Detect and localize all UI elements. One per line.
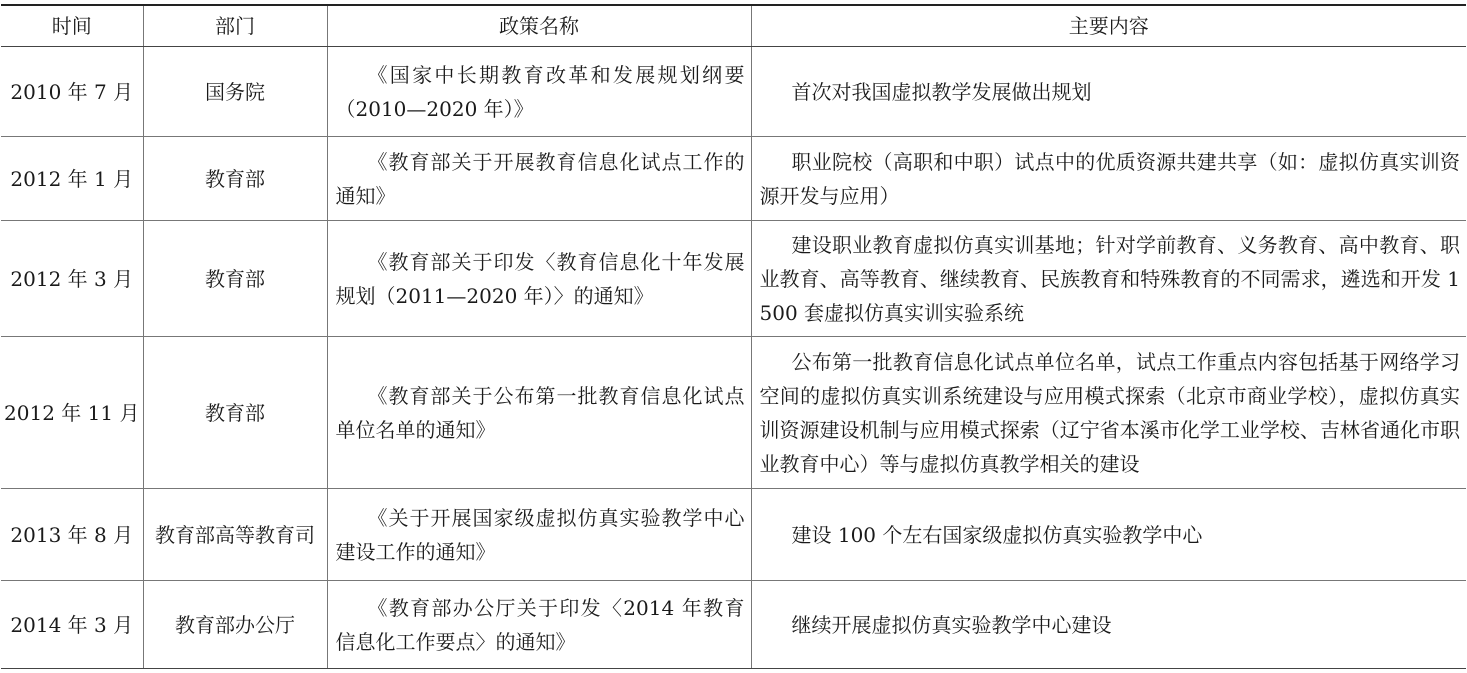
cell-time: 2012 年 1 月: [1, 137, 143, 221]
cell-department: 教育部: [143, 337, 327, 489]
cell-main-content: 建设 100 个左右国家级虚拟仿真实验教学中心: [751, 489, 1466, 581]
header-policy-name: 政策名称: [327, 5, 751, 47]
table-row: [1, 137, 1466, 221]
table-body: [1, 47, 1466, 669]
table-row: [1, 47, 1466, 137]
cell-policy-name: 《教育部办公厅关于印发〈2014 年教育信息化工作要点〉的通知》: [327, 581, 751, 669]
table-row: [1, 337, 1466, 489]
table-row: [1, 221, 1466, 337]
header-time: 时间: [1, 5, 143, 47]
cell-main-content: 职业院校（高职和中职）试点中的优质资源共建共享（如：虚拟仿真实训资源开发与应用）: [751, 137, 1466, 221]
policy-table: [1, 4, 1466, 669]
cell-policy-name: 《教育部关于印发〈教育信息化十年发展规划（2011—2020 年）〉的通知》: [327, 221, 751, 337]
header-department: 部门: [143, 5, 327, 47]
cell-policy-name: 《关于开展国家级虚拟仿真实验教学中心建设工作的通知》: [327, 489, 751, 581]
table-row: [1, 581, 1466, 669]
cell-policy-name: 《教育部关于公布第一批教育信息化试点单位名单的通知》: [327, 337, 751, 489]
cell-time: 2012 年 11 月: [1, 337, 143, 489]
cell-department: 国务院: [143, 47, 327, 137]
cell-time: 2013 年 8 月: [1, 489, 143, 581]
cell-department: 教育部: [143, 221, 327, 337]
cell-policy-name: 《国家中长期教育改革和发展规划纲要（2010—2020 年）》: [327, 47, 751, 137]
cell-time: 2014 年 3 月: [1, 581, 143, 669]
cell-department: 教育部高等教育司: [143, 489, 327, 581]
header-row: [1, 5, 1466, 47]
table-header: [1, 5, 1466, 47]
table-row: [1, 489, 1466, 581]
cell-main-content: 建设职业教育虚拟仿真实训基地；针对学前教育、义务教育、高中教育、职业教育、高等教育、继续教育、民族教育和特殊教育的不同需求，遴选和开发 1 500 套虚拟仿真实训实验系统: [751, 221, 1466, 337]
cell-department: 教育部: [143, 137, 327, 221]
cell-policy-name: 《教育部关于开展教育信息化试点工作的通知》: [327, 137, 751, 221]
cell-main-content: 公布第一批教育信息化试点单位名单，试点工作重点内容包括基于网络学习空间的虚拟仿真实训系统建设与应用模式探索（北京市商业学校），虚拟仿真实训资源建设机制与应用模式探索（辽宁省本溪市化学工业学校、吉林省通化市职业教育中心）等与虚拟仿真教学相关的建设: [751, 337, 1466, 489]
cell-main-content: 首次对我国虚拟教学发展做出规划: [751, 47, 1466, 137]
cell-time: 2010 年 7 月: [1, 47, 143, 137]
cell-time: 2012 年 3 月: [1, 221, 143, 337]
cell-department: 教育部办公厅: [143, 581, 327, 669]
cell-main-content: 继续开展虚拟仿真实验教学中心建设: [751, 581, 1466, 669]
header-main-content: 主要内容: [751, 5, 1466, 47]
